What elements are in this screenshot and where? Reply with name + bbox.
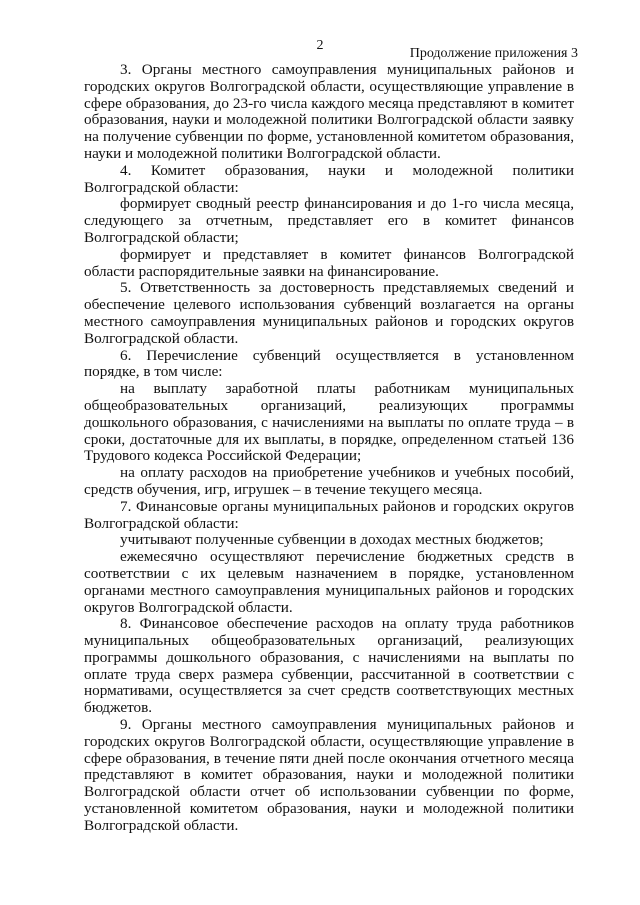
paragraph-9: 9. Органы местного самоуправления муниципальных районов и городских округов Волгоградской области, осуществляющие управление в сфере образования, в течение пяти дней после окончания отчетного месяца представляют в комитет образования, науки и молодежной политики Волгоградской области отчет об использовании субвенции по форме, установленной комитетом образования, науки и молодежной политики Волгоградской области.	[84, 716, 574, 834]
appendix-continuation-label: Продолжение приложения 3	[409, 46, 578, 61]
paragraph-6-item-2: на оплату расходов на приобретение учебников и учебных пособий, средств обучения, игр, игрушек – в течение текущего месяца.	[84, 464, 574, 498]
paragraph-6: 6. Перечисление субвенций осуществляется в установленном порядке, в том числе:	[84, 346, 574, 381]
paragraph-4: 4. Комитет образования, науки и молодежной политики Волгоградской области:	[84, 161, 574, 196]
paragraph-5: 5. Ответственность за достоверность представляемых сведений и обеспечение целевого использования субвенций возлагается на органы местного самоуправления муниципальных районов и городских округов Волгоградской области.	[84, 279, 574, 347]
paragraph-4-item-2: формирует и представляет в комитет финансов Волгоградской области распорядительные заявки на финансирование.	[84, 245, 574, 280]
paragraph-8: 8. Финансовое обеспечение расходов на оплату труда работников муниципальных общеобразовательных организаций, реализующих программы дошкольного образования, с начислениями на выплаты по оплате труда сверх размера субвенции, рассчитанной в соответствии с нормативами, осуществляется за счет средств соответствующих местных бюджетов.	[84, 615, 574, 717]
paragraph-6-item-1: на выплату заработной платы работникам муниципальных общеобразовательных организаций, реализующих программы дошкольного образования, с начислениями на выплаты по оплате труда – в сроки, достаточные для их выплаты, в порядке, определенном статьей 136 Трудового кодекса Российской Федерации;	[84, 380, 574, 465]
page-number: 2	[316, 38, 324, 53]
paragraph-7-item-2: ежемесячно осуществляют перечисление бюджетных средств в соответствии с их целевым назначением в порядке, установленном органами местного самоуправления муниципальных районов и городских округов Волгоградской области.	[84, 548, 574, 616]
document-body	[84, 62, 574, 835]
paragraph-7-item-1: учитывают полученные субвенции в доходах местных бюджетов;	[120, 531, 544, 549]
paragraph-4-item-1: формирует сводный реестр финансирования и до 1-го числа месяца, следующего за отчетным, представляет его в комитет финансов Волгоградской области;	[84, 195, 574, 246]
paragraph-7: 7. Финансовые органы муниципальных районов и городских округов Волгоградской области:	[84, 497, 574, 532]
paragraph-3: 3. Органы местного самоуправления муниципальных районов и городских округов Волгоградской области, осуществляющие управление в сфере образования, до 23-го числа каждого месяца представляют в комитет образования, науки и молодежной политики Волгоградской области заявку на получение субвенции по форме, установленной комитетом образования, науки и молодежной политики Волгоградской области.	[84, 61, 574, 162]
